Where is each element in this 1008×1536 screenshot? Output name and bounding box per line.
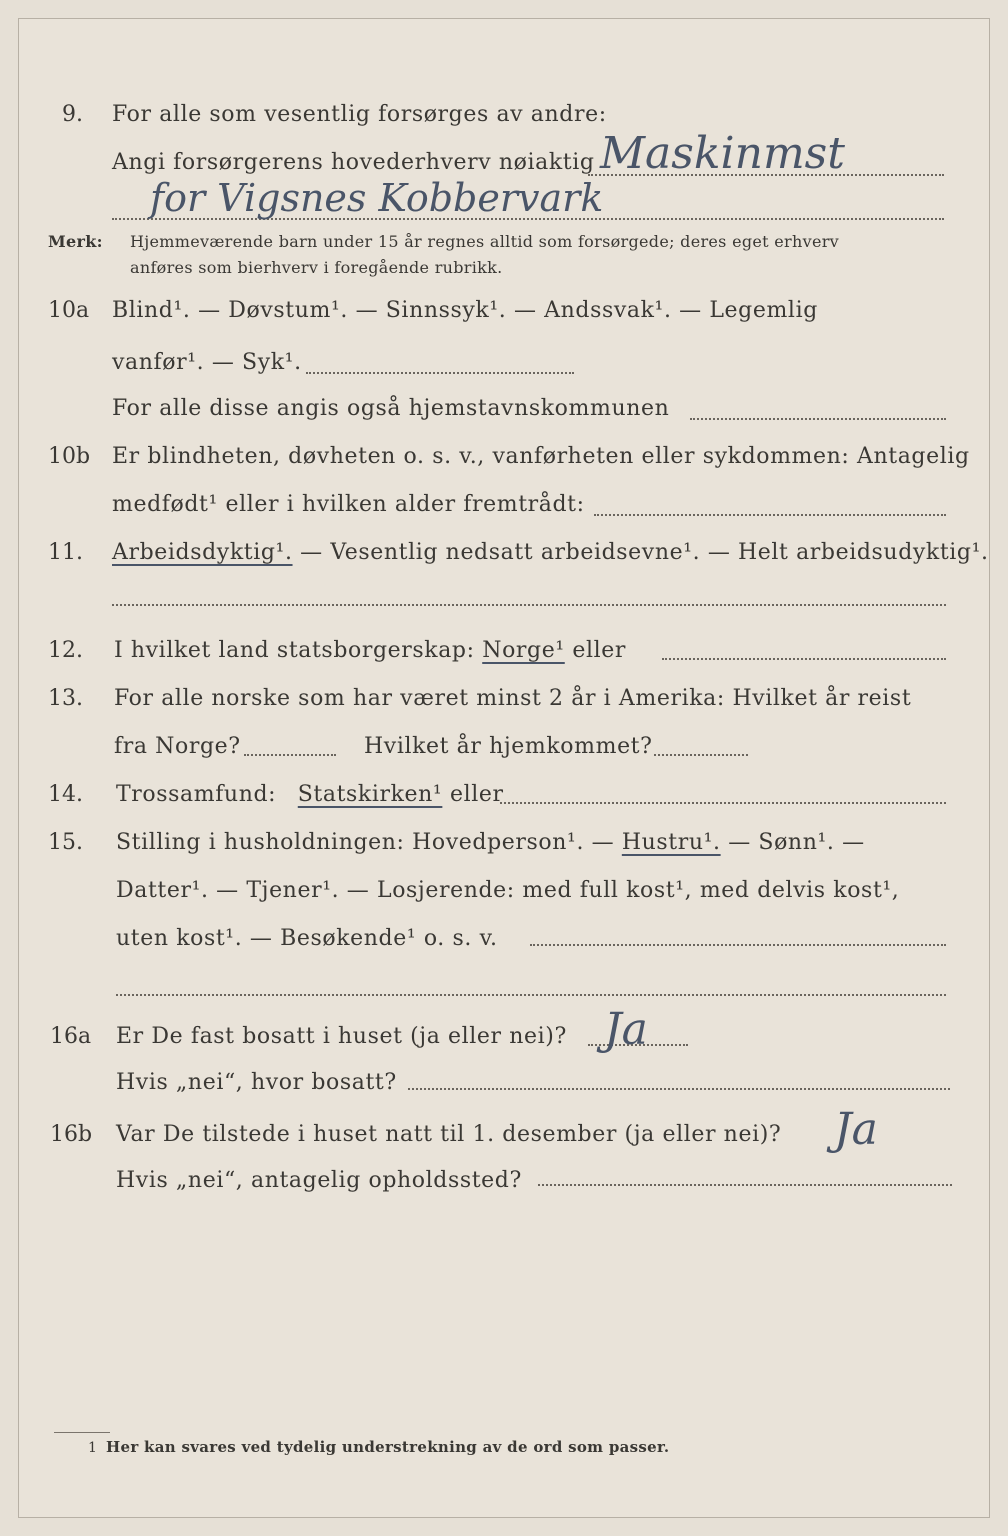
q16b-handwritten-answer: Ja bbox=[834, 1104, 878, 1155]
q16b-number: 16b bbox=[50, 1122, 93, 1147]
q10a-line3: For alle disse angis også hjemstavnskommunen bbox=[112, 396, 670, 421]
merk-line2: anføres som bierhverv i foregående rubrikk. bbox=[130, 258, 503, 277]
q10b-number: 10b bbox=[48, 444, 91, 469]
footnote-mark: 1 bbox=[88, 1440, 98, 1456]
q9-line1: For alle som vesentlig forsørges av andre: bbox=[112, 102, 607, 127]
q12-eller: eller bbox=[572, 638, 626, 663]
merk-label: Merk: bbox=[48, 232, 103, 251]
q10a-line2: vanfør¹. — Syk¹. bbox=[112, 350, 302, 375]
q14-question: Trossamfund: bbox=[116, 782, 277, 807]
q11-number: 11. bbox=[48, 540, 83, 565]
q12-number: 12. bbox=[48, 638, 83, 663]
q16a-number: 16a bbox=[50, 1024, 92, 1049]
q13-hjemkommet-line bbox=[654, 754, 748, 756]
q9-handwritten-occupation: Maskinmst bbox=[600, 128, 845, 179]
q13-line1: For alle norske som har været minst 2 år i Amerika: Hvilket år reist bbox=[114, 686, 912, 711]
q10b-line1: Er blindheten, døvheten o. s. v., vanførheten eller sykdommen: Antagelig bbox=[112, 444, 970, 469]
q14-selected-option: Statskirken¹ bbox=[297, 782, 443, 807]
q16b-line1: Var De tilstede i huset natt til 1. desember (ja eller nei)? bbox=[116, 1122, 782, 1147]
q9-handwritten-employer: for Vigsnes Kobbervark bbox=[150, 176, 604, 220]
q16a-handwritten-answer: Ja bbox=[604, 1004, 648, 1055]
q9-line2: Angi forsørgerens hovederhverv nøiaktig bbox=[112, 150, 595, 175]
q11-line bbox=[112, 540, 989, 565]
q10a-hjemstavn-line bbox=[690, 418, 946, 420]
q13-reist-line bbox=[244, 754, 336, 756]
q15-line1b: — Sønn¹. — bbox=[728, 830, 865, 855]
q12-line bbox=[114, 638, 626, 663]
q12-question: I hvilket land statsborgerskap: bbox=[114, 638, 475, 663]
q13-line2b: Hvilket år hjemkommet? bbox=[364, 734, 653, 759]
q9-number: 9. bbox=[62, 102, 83, 127]
q10a-answer-line bbox=[306, 372, 574, 374]
q10b-line2: medfødt¹ eller i hvilken alder fremtrådt: bbox=[112, 492, 585, 517]
q14-answer-line bbox=[500, 802, 946, 804]
q15-number: 15. bbox=[48, 830, 83, 855]
q15-answer-line1 bbox=[530, 944, 946, 946]
footnote-text: Her kan svares ved tydelig understrekning av de ord som passer. bbox=[106, 1438, 670, 1456]
q14-number: 14. bbox=[48, 782, 83, 807]
q14-line bbox=[116, 782, 504, 807]
q15-answer-line2 bbox=[116, 994, 946, 996]
q11-rest: — Vesentlig nedsatt arbeidsevne¹. — Helt arbeidsudyktig¹. bbox=[300, 540, 989, 565]
q16a-line1: Er De fast bosatt i huset (ja eller nei)? bbox=[116, 1024, 567, 1049]
q11-answer-line bbox=[112, 604, 946, 606]
q10b-answer-line bbox=[594, 514, 946, 516]
q16b-line2: Hvis „nei“, antagelig opholdssted? bbox=[116, 1168, 522, 1193]
q15-line3: uten kost¹. — Besøkende¹ o. s. v. bbox=[116, 926, 498, 951]
q13-number: 13. bbox=[48, 686, 83, 711]
q15-line2: Datter¹. — Tjener¹. — Losjerende: med full kost¹, med delvis kost¹, bbox=[116, 878, 900, 903]
q12-answer-line bbox=[662, 658, 946, 660]
merk-line1: Hjemmeværende barn under 15 år regnes alltid som forsørgede; deres eget erhverv bbox=[130, 232, 839, 251]
q15-line1 bbox=[116, 830, 865, 855]
q12-selected-option: Norge¹ bbox=[482, 638, 565, 663]
q16a-bosatt-line bbox=[408, 1088, 950, 1090]
q10a-number: 10a bbox=[48, 298, 90, 323]
q15-line1a: Stilling i husholdningen: Hovedperson¹. — bbox=[116, 830, 615, 855]
q10a-line1: Blind¹. — Døvstum¹. — Sinnssyk¹. — Andssvak¹. — Legemlig bbox=[112, 298, 818, 323]
q16a-line2: Hvis „nei“, hvor bosatt? bbox=[116, 1070, 397, 1095]
q14-eller: eller bbox=[449, 782, 504, 807]
q13-line2a: fra Norge? bbox=[114, 734, 241, 759]
q16b-opholdssted-line bbox=[538, 1184, 952, 1186]
q11-selected-option: Arbeidsdyktig¹. bbox=[112, 540, 293, 565]
q15-selected-option: Hustru¹. bbox=[621, 830, 721, 855]
footnote-rule bbox=[54, 1432, 110, 1433]
